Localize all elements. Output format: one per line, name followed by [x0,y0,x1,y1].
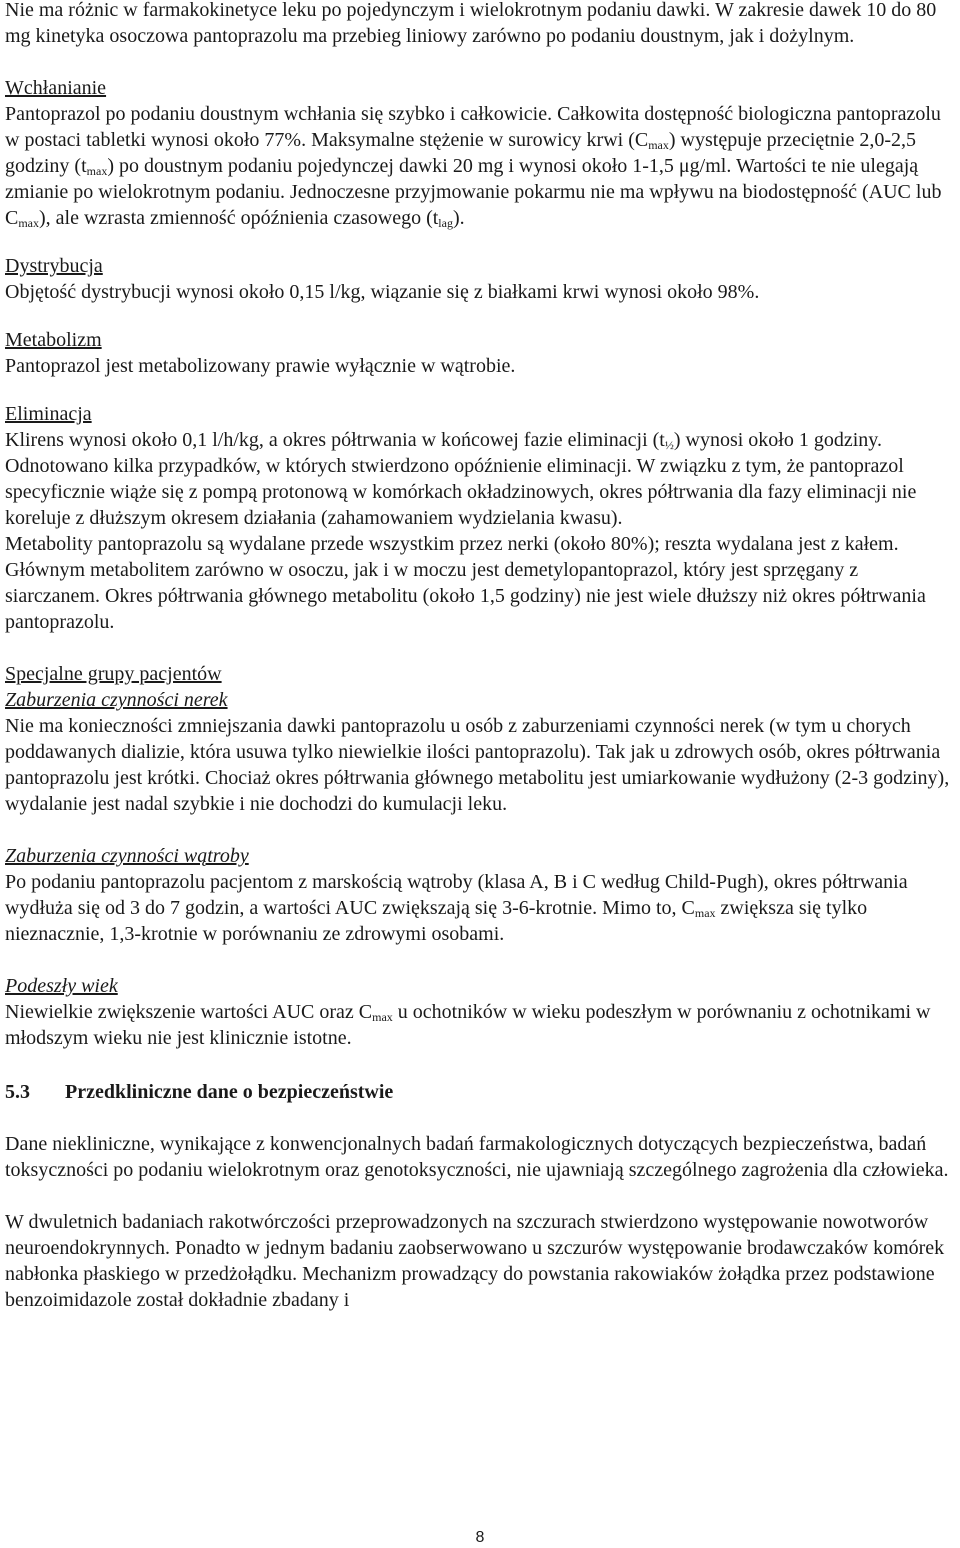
tmax-subscript: max [86,164,108,178]
hepatic-cmax-subscript: max [694,906,716,920]
distribution-paragraph [5,279,955,305]
elderly-heading [5,973,955,999]
preclinical-paragraph-1 [5,1131,955,1183]
absorption-text-5: ). [452,207,465,229]
elderly-text-2: u ochotników w wieku podeszłym w porównaniu z ochotnikami w młodszym wieku nie jest klinicznie istotne. [5,1001,931,1049]
elimination-paragraph [5,427,955,531]
hepatic-heading [5,843,955,869]
hepatic-text-1: Po podaniu pantoprazolu pacjentom z marskością wątroby (klasa A, B i C według Child-Pugh), okres półtrwania wydłuża się od 3 do 7 godzin, a wartości AUC zwiększają się 3-6-krotnie. Mimo to, C [5,871,908,919]
renal-text: Nie ma konieczności zmniejszania dawki pantoprazolu u osób z zaburzeniami czynności nerek (w tym u chorych poddawanych dializie, która usuwa tylko niewielkie ilości pantoprazolu). Tak jak u zdrowych osób, okres półtrwania pantoprazolu jest krótki. Chociaż okres półtrwania głównego metabolitu jest umiarkowanie wydłużony (2-3 godziny), wydalanie jest nadal szybkie i nie dochodzi do kumulacji leku. [5,715,950,815]
hepatic-text-2: zwiększa się tylko nieznacznie, 1,3-krotnie w porównaniu ze zdrowymi osobami. [5,897,868,945]
section-5-3-heading [5,1079,955,1105]
page-number [0,1528,960,1548]
tlag-subscript: lag [438,216,453,230]
hepatic-heading-text: Zaburzenia czynności wątroby [5,845,249,867]
intro-paragraph [5,0,955,49]
elderly-paragraph [5,999,955,1051]
elimination-text-1: Klirens wynosi około 0,1 l/h/kg, a okres półtrwania w końcowej fazie eliminacji (t [5,429,665,451]
elderly-text-1: Niewielkie zwiększenie wartości AUC oraz C [5,1001,373,1023]
elderly-cmax-subscript: max [372,1010,393,1024]
section-number: 5.3 [5,1081,30,1103]
elimination-text-2: ) wynosi około 1 godziny. Odnotowano kilka przypadków, w których stwierdzono opóźnienie eliminacji. W związku z tym, że pantoprazol specyficznie wiąże się z pompą protonową w komórkach okładzinowych, okres półtrwania dla fazy eliminacji nie koreluje z dłuższym okresem działania (zahamowaniem wydzielania kwasu). [5,429,917,529]
absorption-text-1: Pantoprazol po podaniu doustnym wchłania się szybko i całkowicie. Całkowita dostępność biologiczna pantoprazolu w postaci tabletki wynosi około 77%. Maksymalne stężenie w surowicy krwi (C [5,103,941,151]
section-title: Przedkliniczne dane o bezpieczeństwie [65,1081,394,1103]
cmax-subscript: max [648,138,669,152]
preclinical-text-1: Dane niekliniczne, wynikające z konwencjonalnych badań farmakologicznych dotyczących bezpieczeństwa, badań toksyczności po podaniu wielokrotnym oraz genotoksyczności, nie ujawniają szczególnego zagrożenia dla człowieka. [5,1133,949,1181]
renal-heading [5,687,955,713]
special-groups-heading [5,661,955,687]
distribution-text: Objętość dystrybucji wynosi około 0,15 l/kg, wiązanie się z białkami krwi wynosi około 98%. [5,281,760,303]
absorption-heading-text: Wchłanianie [5,77,107,99]
preclinical-paragraph-2 [5,1209,955,1313]
absorption-text-4: ), ale wzrasta zmienność opóźnienia czasowego (t [39,207,439,229]
metabolism-heading [5,327,955,353]
metabolism-heading-text: Metabolizm [5,329,102,351]
page-number-text: 8 [475,1529,485,1546]
metabolites-paragraph [5,531,955,635]
elimination-heading-text: Eliminacja [5,403,92,425]
distribution-heading-text: Dystrybucja [5,255,103,277]
elderly-heading-text: Podeszły wiek [5,975,118,997]
half-life-subscript: ½ [664,438,674,452]
renal-heading-text: Zaburzenia czynności nerek [5,689,228,711]
hepatic-paragraph [5,869,955,947]
absorption-text-2: ) występuje przeciętnie 2,0-2,5 godziny (t [5,129,917,177]
special-groups-heading-text: Specjalne grupy pacjentów [5,663,222,685]
renal-paragraph [5,713,955,817]
preclinical-text-2: W dwuletnich badaniach rakotwórczości przeprowadzonych na szczurach stwierdzono występowanie nowotworów neuroendokrynnych. Ponadto w jednym badaniu zaobserwowano u szczurów występowanie brodawczaków komórek nabłonka płaskiego w przedżołądku. Mechanizm prowadzący do powstania rakowiaków żołądka przez podstawione benzoimidazole został dokładnie zbadany i [5,1211,945,1311]
intro-text: Nie ma różnic w farmakokinetyce leku po pojedynczym i wielokrotnym podaniu dawki. W zakresie dawek 10 do 80 mg kinetyka osoczowa pantoprazolu ma przebieg liniowy zarówno po podaniu doustnym, jak i dożylnym. [5,0,937,47]
absorption-paragraph [5,101,955,231]
metabolism-text: Pantoprazol jest metabolizowany prawie wyłącznie w wątrobie. [5,355,516,377]
metabolites-text: Metabolity pantoprazolu są wydalane przede wszystkim przez nerki (około 80%); reszta wydalana jest z kałem. Głównym metabolitem zarówno w osoczu, jak i w moczu jest demetylopantoprazol, który jest sprzęgany z siarczanem. Okres półtrwania głównego metabolitu (około 1,5 godziny) nie jest wiele dłuższy niż okres półtrwania pantoprazolu. [5,533,926,633]
document-page [5,0,955,1313]
cmax-subscript-2: max [18,216,40,230]
absorption-heading [5,75,955,101]
absorption-text-3: ) po doustnym podaniu pojedynczej dawki 20 mg i wynosi około 1-1,5 μg/ml. Wartości te nie ulegają zmianie po wielokrotnym podaniu. Jednoczesne przyjmowanie pokarmu nie ma wpływu na biodostępność (AUC lub C [5,155,942,229]
metabolism-paragraph [5,353,955,379]
elimination-heading [5,401,955,427]
distribution-heading [5,253,955,279]
